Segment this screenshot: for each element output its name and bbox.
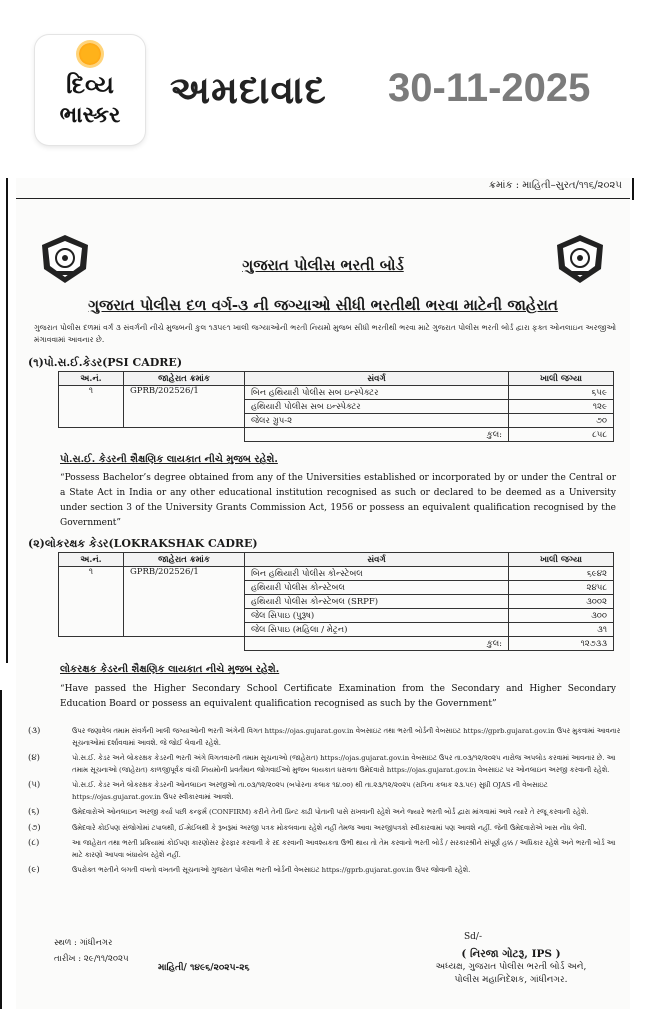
column-rule <box>632 178 634 200</box>
total-label: કુલ: <box>245 637 509 651</box>
note-text: ઉપર જણાવેલ તમામ સંવર્ગની ખાલી જગ્યાઓની ભરતી અંગેની વિગત https://ojas.gujarat.gov.in વેબસાઇટ તથા ભરતી બોર્ડની વેબસાઇટ https://gprb.gujarat.gov.in ઉપર મુકવામાં આવનાર સૂચનાઓમાં દર્શાવવામાં આવશે. જે જોઈ લેવાની રહેશે. <box>72 727 621 747</box>
lrd-cadre-heading: (૨)લોકરક્ષક કેડર(LOKRAKSHAK CADRE) <box>28 537 258 550</box>
post-cell: જેલ સિપાઇ (મહિલા / મેટ્રન) <box>245 623 509 637</box>
note-text: પો.સ.ઈ. કેડર અને લોકરક્ષક કેડરની ઓનલાઇન અરજીઓ તા.૦૩/૧૨/૨૦૨૫ (બપોરના કલાક ૧૪.૦૦) થી તા.૨૩/૧૨/૨૦૨૫ (રાત્રિના કલાક ૨૩.૫૯) સુધી OJAS ની વેબસાઇટ https://ojas.gujarat.gov.in ઉપર સ્વીકારવામાં આવશે. <box>72 781 548 801</box>
lrd-edu-heading: લોકરક્ષક કેડરની શૈક્ષણિક લાયકાત નીચે મુજબ રહેશે. <box>60 664 280 675</box>
kramank-bar <box>16 178 630 199</box>
col-post: સંવર્ગ <box>245 372 509 386</box>
place-line: સ્થળ : ગાંધીનગર <box>54 938 113 948</box>
total-value: ૧૨૭૩૩ <box>509 637 614 651</box>
psi-vacancy-table <box>58 371 614 442</box>
post-cell: જેલર ગ્રુપ-૨ <box>245 414 509 428</box>
note-text: ઉમેદવારોએ ઓનલાઇન અરજી કર્યા પછી કન્ફર્મ (CONFIRM) કરીને તેની પ્રિન્ટ કાઢી પોતાની પાસે રાખવાની રહેશે અને જ્યારે ભરતી બોર્ડ દ્વારા માંગવામાં આવે ત્યારે તે રજૂ કરવાની રહેશે. <box>72 808 589 816</box>
note-number: (૬) <box>28 807 40 817</box>
masthead <box>0 0 665 150</box>
psi-edu-heading: પો.સ.ઈ. કેડરની શૈક્ષણિક લાયકાત નીચે મુજબ રહેશે. <box>60 454 278 465</box>
note-number: (૭) <box>28 822 41 833</box>
col-serial: અ.નં. <box>59 553 124 567</box>
vacancy-cell: ૩૦૦૨ <box>509 595 614 609</box>
logo-line1: દિવ્ય <box>66 71 114 99</box>
notes-list <box>28 726 624 881</box>
list-item <box>28 838 624 861</box>
total-label: કુલ: <box>245 428 509 442</box>
vacancy-cell: ૬૯૪૨ <box>509 567 614 581</box>
edition-date: 30-11-2025 <box>388 66 591 110</box>
post-cell: બિન હથિયારી પોલીસ કોન્સ્ટેબલ <box>245 567 509 581</box>
note-number: (૯) <box>28 865 40 875</box>
signature-block <box>406 948 616 987</box>
col-adv-no: જાહેરાત ક્રમાંક <box>124 372 245 386</box>
board-title: ગુજરાત પોલીસ ભરતી બોર્ડ <box>242 256 404 274</box>
col-adv-no: જાહેરાત ક્રમાંક <box>124 553 245 567</box>
intro-paragraph: ગુજરાત પોલીસ દળમાં વર્ગ ૩ સંવર્ગની નીચે મુજબની કુલ ૧૩૫૯૧ ખાલી જગ્યાઓની ભરતી નિયમો મુજબ સીધી ભરતીથી ભરવા માટે ગુજરાત પોલીસ ભરતી બોર્ડ દ્વારા ફક્ત ઓનલાઇન અરજીઓ મંગાવવામાં આવનાર છે. <box>34 323 617 344</box>
post-cell: જેલ સિપાઇ (પુરૂષ) <box>245 609 509 623</box>
sun-icon <box>79 43 101 65</box>
note-number: (૪) <box>28 753 40 763</box>
list-item <box>28 865 624 877</box>
kramank: ક્રમાંક : માહિતી–સુરત/૧૧૬/૨૦૨૫ <box>488 180 622 191</box>
note-number: (૩) <box>28 726 41 736</box>
adv-no-cell: GPRB/202526/1 <box>124 386 245 428</box>
col-vacancy: ખાલી જગ્યા <box>509 372 614 386</box>
vacancy-cell: ૨૪૫૮ <box>509 581 614 595</box>
note-text: ઉમેદવારે કોઈપણ સંજોગોમાં ટપાલથી, ઈ-મેઈલથી કે રૂબરૂમાં અરજી પત્રક મોકલવાના રહેશે નહીં તેમજ આવા અરજીપત્રકો સ્વીકારવામાં પણ આવશે નહીં. જેની ઉમેદવારોએ ખાસ નોંધ લેવી. <box>72 823 587 832</box>
note-text: આ જાહેરાત તથા ભરતી પ્રક્રિયામાં કોઈપણ કારણોસર ફેરફાર કરવાની કે રદ કરવાની આવશ્યકતા ઉભી થાય તો તેમ કરવાનો ભરતી બોર્ડ / સરકારશ્રીને સંપૂર્ણ હક્ક / અધિકાર રહેશે અને ભરતી બોર્ડ આ માટે કારણો આપવા બંધાયેલ રહેશે નહીં. <box>72 839 616 859</box>
list-item <box>28 780 624 803</box>
lrd-vacancy-table <box>58 552 614 651</box>
sd-mark: Sd/- <box>464 932 482 942</box>
table-header-row <box>59 372 614 386</box>
post-cell: હથિયારી પોલીસ સબ ઇન્સ્પેક્ટર <box>245 400 509 414</box>
note-number: (૫) <box>28 780 41 790</box>
serial-cell: ૧ <box>59 386 124 428</box>
col-serial: અ.નં. <box>59 372 124 386</box>
note-number: (૮) <box>28 838 40 848</box>
edition-city: અમદાવાદ <box>170 68 327 112</box>
total-value: ૮૫૮ <box>509 428 614 442</box>
post-cell: બિન હથિયારી પોલીસ સબ ઇન્સ્પેક્ટર <box>245 386 509 400</box>
table-row <box>59 386 614 400</box>
table-header-row <box>59 553 614 567</box>
table-row <box>59 567 614 581</box>
list-item <box>28 823 624 835</box>
column-rule <box>6 178 8 663</box>
logo-line2: ભાસ્કર <box>59 103 121 128</box>
serial-cell: ૧ <box>59 567 124 637</box>
vacancy-cell: ૧૨૯ <box>509 400 614 414</box>
info-ref-no: માહિતી/ ૧૪૯૬/૨૦૨૫-૨૬ <box>158 963 250 973</box>
post-cell: હથિયારી પોલીસ કોન્સ્ટેબલ (SRPF) <box>245 595 509 609</box>
vacancy-cell: ૩૧ <box>509 623 614 637</box>
date-line: તારીખ : ૨૯/૧૧/૨૦૨૫ <box>54 954 129 964</box>
col-post: સંવર્ગ <box>245 553 509 567</box>
lrd-edu-text: “Have passed the Higher Secondary School Certificate Examination from the Secondary and Higher Secondary Education Board or possess an equivalent qualification recognised as such by the Government” <box>60 684 616 709</box>
post-cell: હથિયારી પોલીસ કોન્સ્ટેબલ <box>245 581 509 595</box>
total-row <box>59 637 614 651</box>
signer-name: ( નિરજા ગોટરૂ, IPS ) <box>461 948 561 960</box>
vacancy-cell: ૩૦૦ <box>509 609 614 623</box>
col-vacancy: ખાલી જગ્યા <box>509 553 614 567</box>
signer-designation-2: પોલીસ મહાનિદેશક, ગાંધીનગર. <box>454 975 568 985</box>
psi-edu-text: “Possess Bachelor’s degree obtained from any of the Universities established or incorporated by or under the Central or a State Act in India or any other educational institution recognised as such or declared to be deemed as a University under section 3 of the University Grants Commission Act, 1956 or possess an equivalent qualification recognised by the Government” <box>60 473 616 528</box>
column-rule <box>0 690 2 1009</box>
list-item <box>28 807 624 819</box>
notice-headline: ગુજરાત પોલીસ દળ વર્ગ-૩ ની જગ્યાઓ સીધી ભરતીથી ભરવા માટેની જાહેરાત <box>88 296 558 314</box>
psi-cadre-heading: (૧)પો.સ.ઈ.કેડર(PSI CADRE) <box>28 356 183 369</box>
vacancy-cell: ૭૦ <box>509 414 614 428</box>
recruitment-notice <box>16 178 630 1009</box>
note-text: પો.સ.ઈ. કેડર અને લોકરક્ષક કેડરની ભરતી અંગે વિગતવારની તમામ સૂચનાઓ (જાહેરાત) https://ojas.gujarat.gov.in વેબસાઇટ ઉપર તા.૦૩/૧૨/૨૦૨૫ નારોજ અપલોડ કરવામાં આવનાર છે. આ તમામ સૂચનાઓ (જાહેરાત) કાળજીપૂર્વક વાંચી નિયમોની પ્રવર્તમાન જોગવાઈઓ મુજબ લાયકાત ધરાવતા ઉમેદવારો https://ojas.gujarat.gov.in વેબસાઇટ પર ઓનલાઇન અરજી કરવાની રહેશે. <box>72 754 616 774</box>
list-item <box>28 726 624 749</box>
signer-designation-1: અધ્યક્ષ, ગુજરાત પોલીસ ભરતી બોર્ડ અને, <box>435 962 587 972</box>
divya-bhaskar-logo <box>35 35 145 145</box>
list-item <box>28 753 624 776</box>
adv-no-cell: GPRB/202526/1 <box>124 567 245 637</box>
vacancy-cell: ૬૫૯ <box>509 386 614 400</box>
note-text: ઉપરોક્ત ભરતીને લગતી વખતો વખતની સૂચનાઓ ગુજરાત પોલીસ ભરતી બોર્ડની વેબસાઇટ https://gprb.gujarat.gov.in ઉપર જોવાની રહેશે. <box>72 866 471 874</box>
total-row <box>59 428 614 442</box>
